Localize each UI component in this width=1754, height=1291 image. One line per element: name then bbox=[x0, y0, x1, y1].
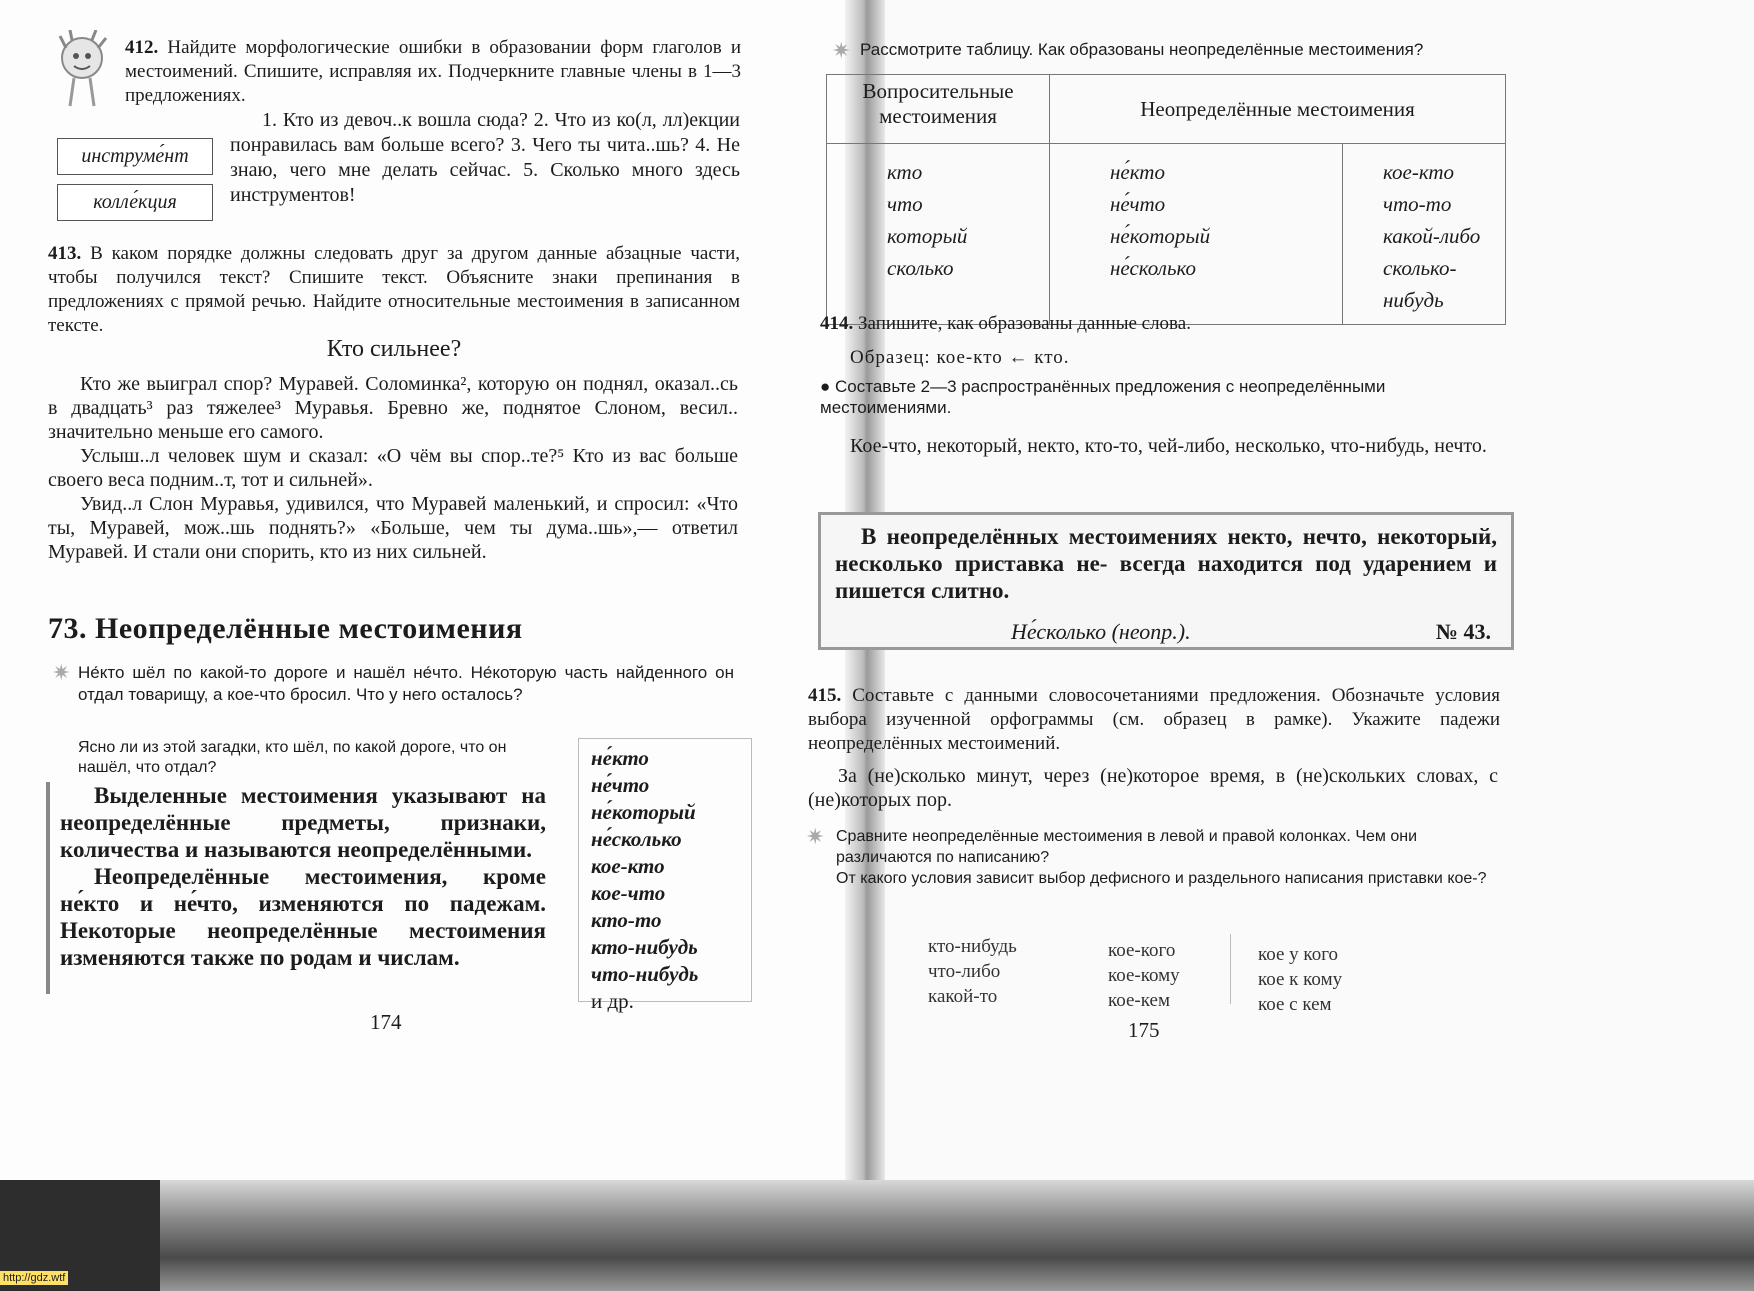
list-item: кое-что bbox=[591, 881, 666, 905]
table-cell: не́что bbox=[1110, 192, 1166, 216]
page-number-left: 174 bbox=[370, 1010, 402, 1034]
list-item: кое с кем bbox=[1258, 994, 1332, 1015]
table-col-suffix bbox=[1343, 144, 1506, 325]
list-item: кое-кому bbox=[1108, 965, 1180, 986]
rule-box bbox=[46, 782, 546, 994]
rule-text: В неопределённых местоимениях некто, нечто, некоторый, несколько приставка не- всегда находится под ударением и пишется слитно. bbox=[835, 524, 1497, 603]
table-cell: кое-кто bbox=[1383, 160, 1455, 184]
list-item: какой-то bbox=[928, 986, 998, 1007]
vocab-tag-instrument: инструме́нт bbox=[57, 138, 213, 175]
exercise-number: 413. bbox=[48, 243, 82, 264]
riddle-question: Ясно ли из этой загадки, кто шёл, по какой дороге, что он нашёл, что отдал? bbox=[78, 739, 507, 776]
table-cell: который bbox=[887, 224, 968, 248]
table-cell: что bbox=[887, 192, 923, 216]
words-column-1 bbox=[928, 934, 1017, 1009]
list-item: кто-нибудь bbox=[928, 936, 1017, 957]
riddle-text: Не́кто шёл по какой-то дороге и нашёл не́что. Не́которую часть найденного он отдал товарищу, а кое-что бросил. Что у него осталось? bbox=[78, 663, 734, 704]
table-task: Рассмотрите таблицу. Как образованы неопределённые местоимения? bbox=[860, 40, 1424, 59]
table-cell: что-то bbox=[1383, 192, 1452, 216]
table-cell: не́который bbox=[1110, 224, 1211, 248]
list-item: не́кто bbox=[591, 746, 649, 770]
rule-paragraph-2: Неопределённые местоимения, кроме не́кто и не́что, изменяются по падежам. Некоторые неопределённые местоимения изменяются также по родам и числам. bbox=[60, 864, 546, 970]
table-cell: сколько-нибудь bbox=[1383, 256, 1457, 312]
list-item: не́что bbox=[591, 773, 650, 797]
rule-number: № 43. bbox=[1435, 619, 1491, 644]
star-icon: ✷ bbox=[806, 824, 825, 849]
list-item: что-либо bbox=[928, 961, 1001, 982]
rule-example: Не́сколько (неопр.). bbox=[1011, 619, 1191, 644]
orthography-rule-box bbox=[818, 512, 1514, 650]
story-paragraph: Кто же выиграл спор? Муравей. Соломинка², которую он поднял, оказал..сь в двадцать³ раз тяжелее³ Муравья. Бревно же, поднятое Слоном, весил.. значительно меньше его самого. bbox=[48, 373, 738, 443]
pronoun-table bbox=[826, 74, 1506, 325]
star-icon: ✷ bbox=[832, 38, 851, 63]
bullet-icon: ● bbox=[820, 377, 831, 396]
column-divider bbox=[1230, 934, 1231, 1004]
task-text: Найдите морфологические ошибки в образовании форм глаголов и местоимений. Спишите, исправляя их. Подчеркните главные члены в 1—3 предложениях. bbox=[125, 37, 741, 106]
list-item: что-нибудь bbox=[591, 962, 699, 986]
table-cell: не́кто bbox=[1110, 160, 1165, 184]
list-item: кое-кем bbox=[1108, 990, 1170, 1011]
story-text bbox=[48, 372, 738, 564]
table-header-indefinite: Неопределённые местоимения bbox=[1050, 75, 1506, 144]
task-text: Составьте с данными словосочетаниями предложения. Обозначьте условия выбора изученной орфограммы (см. образец в рамке). Укажите падежи неопределённых местоимений. bbox=[808, 685, 1501, 754]
table-col-interrogative bbox=[827, 144, 1050, 325]
cartoon-mascot-icon bbox=[52, 30, 114, 110]
question-text: Сравните неопределённые местоимения в левой и правой колонках. Чем они различаются по написанию? bbox=[836, 828, 1417, 866]
list-item: кое-кто bbox=[591, 854, 665, 878]
exercise-number: 412. bbox=[125, 37, 159, 58]
page-number-right: 175 bbox=[1128, 1018, 1160, 1042]
star-icon: ✷ bbox=[52, 660, 71, 685]
task-text: В каком порядке должны следовать друг за другом данные абзацные части, чтобы получился текст? Спишите текст. Объясните знаки препинания в предложениях с прямой речью. Найдите относительные местоимения в записанном тексте. bbox=[48, 243, 740, 336]
rule-paragraph-1: Выделенные местоимения указывают на неопределённые предметы, признаки, количества и называются неопределёнными. bbox=[60, 783, 546, 862]
exercise-414-task bbox=[820, 312, 1510, 336]
vocab-tag-collection: колле́кция bbox=[57, 184, 213, 221]
list-item: кто-то bbox=[591, 908, 662, 932]
list-item: не́который bbox=[591, 800, 696, 824]
exercise-412-task bbox=[125, 36, 741, 108]
question-text: От какого условия зависит выбор дефисного и раздельного написания приставки кое-? bbox=[836, 870, 1487, 887]
pronoun-list bbox=[578, 738, 752, 1013]
list-item: кое у кого bbox=[1258, 944, 1339, 965]
exercise-412-text: 1. Кто из девоч..к вошла сюда? 2. Что из ко(л, лл)екции понравилась вам больше всего? 3. Чего ты чита..шь? 4. Не знаю, чего мне делать сейчас. 5. Сколько много здесь инструментов! bbox=[230, 109, 740, 206]
scan-shadow bbox=[0, 1180, 1754, 1291]
words-column-2 bbox=[1108, 938, 1180, 1013]
exercise-413-task bbox=[48, 242, 740, 338]
table-header-interrogative: Вопросительные местоимения bbox=[827, 75, 1050, 144]
exercise-414-sample: Образец: кое-кто ← кто. bbox=[850, 347, 1070, 368]
table-col-ne bbox=[1050, 144, 1343, 325]
story-paragraph: Услыш..л человек шум и сказал: «О чём вы спор..те?⁵ Кто из вас больше своего веса подним..т, тот и сильней». bbox=[48, 445, 738, 491]
table-cell: какой-либо bbox=[1383, 224, 1481, 248]
exercise-414-bullet bbox=[820, 376, 1510, 418]
exercise-415-questions bbox=[836, 826, 1496, 889]
story-paragraph: Увид..л Слон Муравья, удивился, что Муравей маленький, и спросил: «Что ты, Муравей, мож..шь поднять?» «Больше, чем ты дума..шь»,— ответил Муравей. И стали они спорить, кто из них сильней. bbox=[48, 493, 738, 563]
section-title: 73. Неопределённые местоимения bbox=[48, 612, 523, 645]
list-item: кто-нибудь bbox=[591, 935, 698, 959]
list-item: и др. bbox=[591, 989, 634, 1013]
exercise-415-task bbox=[808, 684, 1500, 756]
bullet-text: Составьте 2—3 распространённых предложения с неопределёнными местоимениями. bbox=[820, 377, 1386, 417]
list-item: кое-кого bbox=[1108, 940, 1176, 961]
list-item: кое к кому bbox=[1258, 969, 1343, 990]
table-cell: не́сколько bbox=[1110, 256, 1197, 280]
text-title: Кто сильнее? bbox=[326, 336, 462, 362]
words-column-3 bbox=[1258, 942, 1342, 1017]
exercise-414-words: Кое-что, некоторый, некто, кто-то, чей-либо, несколько, что-нибудь, нечто. bbox=[850, 435, 1487, 457]
table-cell: кто bbox=[887, 160, 923, 184]
task-text: Запишите, как образованы данные слова. bbox=[858, 313, 1191, 334]
source-credit: http://gdz.wtf bbox=[0, 1271, 68, 1285]
table-cell: сколько bbox=[887, 256, 954, 280]
exercise-415-text: За (не)сколько минут, через (не)которое время, в (не)скольких словах, с (не)которых пор. bbox=[808, 765, 1498, 811]
exercise-number: 414. bbox=[820, 313, 854, 334]
list-item: не́сколько bbox=[591, 827, 682, 851]
exercise-number: 415. bbox=[808, 685, 842, 706]
